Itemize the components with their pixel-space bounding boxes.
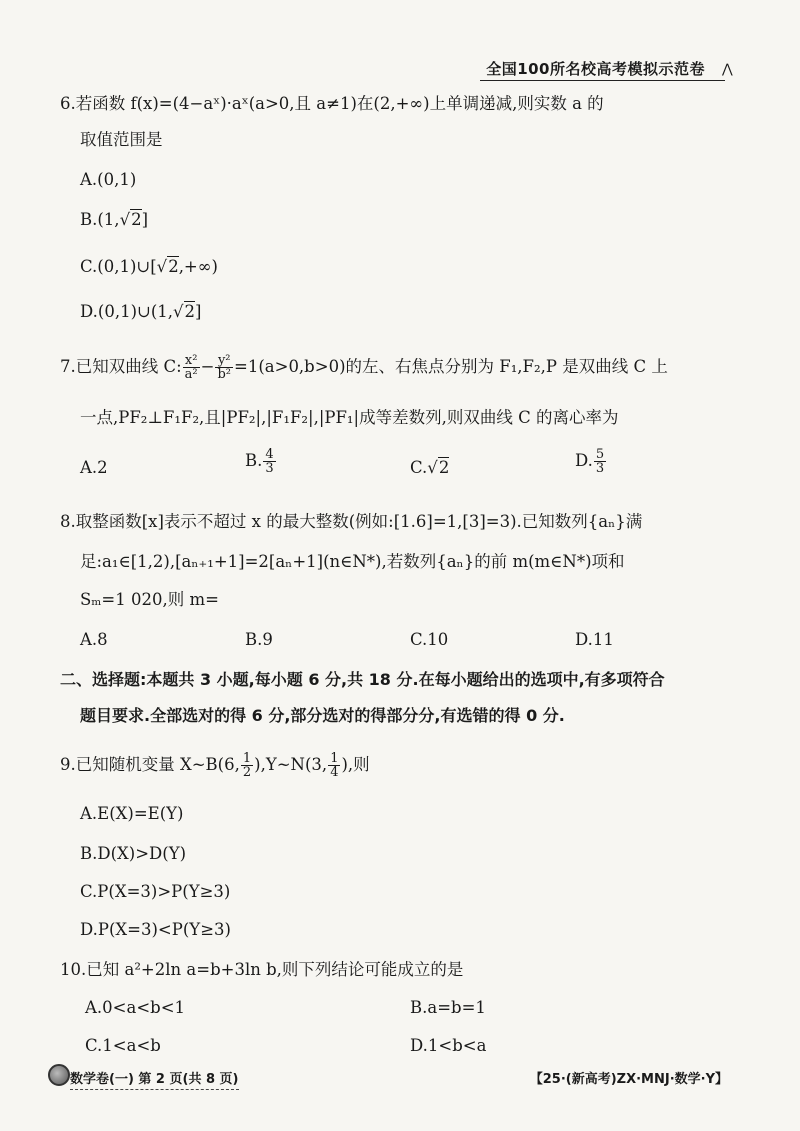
- q7-c-text: C.: [410, 458, 428, 477]
- q7-d-den: 3: [595, 461, 605, 476]
- q7-option-a: A.2: [80, 458, 108, 477]
- q9-option-c: C.P(X=3)>P(Y≥3): [80, 882, 231, 901]
- q7-b-text: B.: [245, 451, 263, 470]
- q6-option-b: B.(1,√2]: [80, 210, 149, 229]
- q7-post: =1(a>0,b>0)的左、右焦点分别为 F₁,F₂,P 是双曲线 C 上: [234, 357, 668, 376]
- q9-pre: 9.已知随机变量 X~B(6,: [60, 755, 240, 774]
- q7-option-d: [575, 448, 607, 475]
- q9-d2: 4: [330, 765, 339, 780]
- q7-option-b: [245, 448, 277, 475]
- q8-line1: 8.取整函数[x]表示不超过 x 的最大整数(例如:[1.6]=1,[3]=3).已知数列{aₙ}满: [60, 512, 643, 531]
- q9-frac2: [328, 752, 340, 779]
- q10-option-d: D.1<b<a: [410, 1036, 487, 1055]
- footer-page-info: 数学卷(一) 第 2 页(共 8 页): [70, 1068, 239, 1090]
- q10-option-a: A.0<a<b<1: [85, 998, 186, 1017]
- q7-line2: 一点,PF₂⊥F₁F₂,且|PF₂|,|F₁F₂|,|PF₁|成等差数列,则双曲线 C 的离心率为: [80, 408, 619, 427]
- q7-b2: b²: [217, 367, 232, 382]
- q7-b-den: 3: [265, 461, 274, 476]
- q7-y2: y²: [215, 354, 233, 368]
- header-title: 全国100所名校高考模拟示范卷: [486, 60, 705, 78]
- q9-frac1: [241, 752, 253, 779]
- q6-b-radicand: 2: [131, 210, 142, 229]
- q9-d1: 2: [242, 765, 252, 780]
- q7-line1: 7.已知双曲线 C: $\frac{\text{x²}}{\text{a²}}$ − $\frac{\text{y²}}{\text{b²}}$ =1(a>0,b>0)的左、右焦点分别为 F₁,F₂,P 是双曲线 C 上: [60, 353, 668, 382]
- q8-option-c: C.10: [410, 630, 449, 649]
- q6-line2: 取值范围是: [80, 130, 163, 149]
- section2-heading-line1: 二、选择题:本题共 3 小题,每小题 6 分,共 18 分.在每小题给出的选项中,有多项符合: [60, 670, 665, 689]
- section2-heading-line2: 题目要求.全部选对的得 6 分,部分选对的得部分分,有选错的得 0 分.: [80, 706, 565, 725]
- q7-b-num: 4: [265, 447, 274, 462]
- q6-b-text: B.(1,: [80, 210, 120, 229]
- q9-option-a: A.E(X)=E(Y): [80, 804, 184, 823]
- q7-a2: a²: [184, 367, 198, 382]
- q7-frac-y: [215, 354, 233, 381]
- q8-option-b: B.9: [245, 630, 273, 649]
- q7-pre: 7.已知双曲线 C:: [60, 357, 182, 376]
- q9-option-b: B.D(X)>D(Y): [80, 844, 187, 863]
- q9-n2: 1: [330, 751, 339, 766]
- q9-n1: 1: [242, 751, 252, 766]
- q6-option-a: A.(0,1): [80, 170, 137, 189]
- q6-d-close: ]: [195, 302, 202, 321]
- q7-x2: x²: [183, 354, 200, 368]
- q6-d-text: D.(0,1)∪(1,: [80, 302, 174, 321]
- footer-badge-icon: [48, 1064, 70, 1086]
- q8-line3: Sₘ=1 020,则 m=: [80, 590, 219, 609]
- q6-c-close: ,+∞): [178, 257, 218, 276]
- q9-post: ),则: [341, 755, 370, 774]
- q6-d-radicand: 2: [184, 302, 196, 321]
- q7-c-radicand: 2: [438, 458, 450, 477]
- q7-b-frac: [263, 448, 275, 475]
- q8-option-d: D.11: [575, 630, 614, 649]
- footer-code: 【25·(新高考)ZX·MNJ·数学·Y】: [529, 1072, 728, 1087]
- q6-line1: 6.若函数 f(x)=(4−aˣ)·aˣ(a>0,且 a≠1)在(2,+∞)上单调递减,则实数 a 的: [60, 94, 604, 113]
- q9-line1: [60, 752, 370, 779]
- q7-option-c: C.√2: [410, 458, 450, 477]
- q6-option-c: C.(0,1)∪[√2,+∞): [80, 257, 218, 276]
- q8-option-a: A.8: [80, 630, 108, 649]
- q9-option-d: D.P(X=3)<P(Y≥3): [80, 920, 231, 939]
- q7-frac-x: [183, 354, 200, 381]
- q8-line2: 足:a₁∈[1,2),[aₙ₊₁+1]=2[aₙ+1](n∈N*),若数列{aₙ}的前 m(m∈N*)项和: [80, 552, 625, 571]
- q10-option-c: C.1<a<b: [85, 1036, 161, 1055]
- q9-mid: ),Y~N(3,: [254, 755, 328, 774]
- q6-option-d: D.(0,1)∪(1,√2]: [80, 302, 202, 321]
- q7-d-frac: [594, 448, 606, 475]
- q6-c-radicand: 2: [168, 257, 179, 276]
- q10-line1: 10.已知 a²+2ln a=b+3ln b,则下列结论可能成立的是: [60, 960, 464, 979]
- header-rule: [480, 80, 725, 81]
- q7-d-text: D.: [575, 451, 593, 470]
- q10-option-b: B.a=b=1: [410, 998, 486, 1017]
- header-caret-icon: ⋀: [722, 62, 733, 77]
- q6-b-close: ]: [141, 210, 149, 229]
- q7-d-num: 5: [595, 447, 605, 462]
- q6-c-text: C.(0,1)∪[: [80, 257, 157, 276]
